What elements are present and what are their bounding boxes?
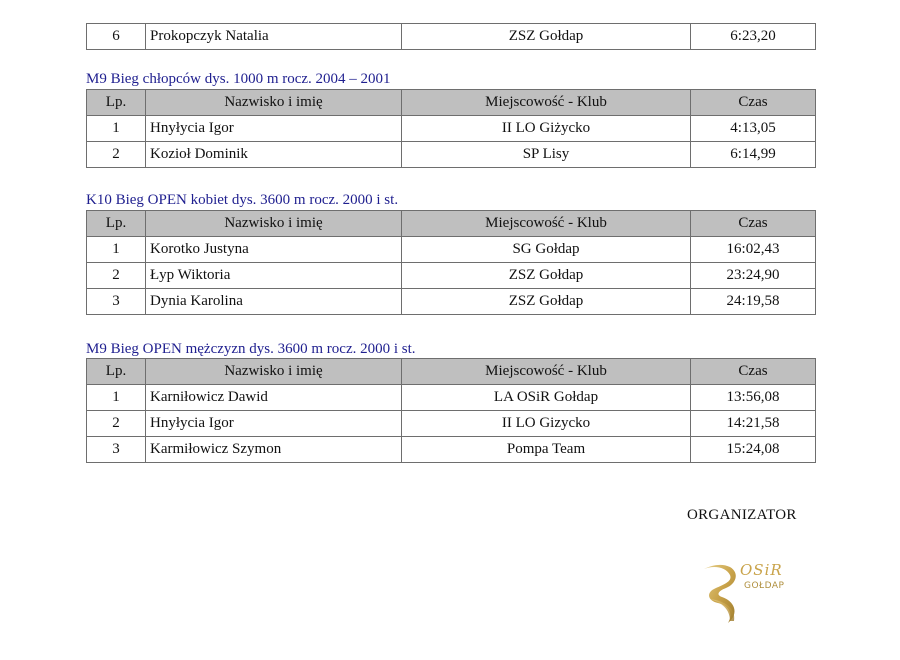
header-name: Nazwisko i imię (146, 90, 402, 116)
cell-time: 6:23,20 (691, 24, 816, 50)
cell-club: II LO Giżycko (402, 116, 691, 142)
table-row (87, 263, 816, 289)
table-row (87, 411, 816, 437)
header-name: Nazwisko i imię (146, 359, 402, 385)
cell-lp: 2 (87, 142, 146, 168)
cell-lp: 6 (87, 24, 146, 50)
cell-lp: 1 (87, 385, 146, 411)
cell-name: Prokopczyk Natalia (146, 24, 402, 50)
cell-club: ZSZ Gołdap (402, 289, 691, 315)
header-name: Nazwisko i imię (146, 211, 402, 237)
cell-club: LA OSiR Gołdap (402, 385, 691, 411)
results-table (86, 210, 816, 315)
header-time: Czas (691, 90, 816, 116)
header-lp: Lp. (87, 211, 146, 237)
cell-club: SG Gołdap (402, 237, 691, 263)
table-header-row (87, 359, 816, 385)
cell-club: Pompa Team (402, 437, 691, 463)
osir-logo (700, 555, 800, 630)
header-lp: Lp. (87, 90, 146, 116)
cell-time: 24:19,58 (691, 289, 816, 315)
header-time: Czas (691, 211, 816, 237)
cell-club: ZSZ Gołdap (402, 24, 691, 50)
organizer-label: ORGANIZATOR (687, 507, 797, 523)
table-header-row (87, 90, 816, 116)
cell-time: 15:24,08 (691, 437, 816, 463)
header-club: Miejscowość - Klub (402, 211, 691, 237)
cell-lp: 2 (87, 411, 146, 437)
cell-time: 6:14,99 (691, 142, 816, 168)
section-title: K10 Bieg OPEN kobiet dys. 3600 m rocz. 2000 i st. (86, 192, 399, 208)
cell-name: Hnyłycia Igor (146, 411, 402, 437)
table-header-row (87, 211, 816, 237)
header-time: Czas (691, 359, 816, 385)
results-table (86, 89, 816, 168)
cell-lp: 1 (87, 116, 146, 142)
cell-name: Karniłowicz Dawid (146, 385, 402, 411)
cell-time: 23:24,90 (691, 263, 816, 289)
cell-name: Kozioł Dominik (146, 142, 402, 168)
header-club: Miejscowość - Klub (402, 90, 691, 116)
cell-lp: 3 (87, 289, 146, 315)
table-row (87, 385, 816, 411)
results-table (86, 358, 816, 463)
header-lp: Lp. (87, 359, 146, 385)
logo-city-text: GOŁDAP (744, 581, 785, 591)
cell-name: Dynia Karolina (146, 289, 402, 315)
table-row (87, 237, 816, 263)
cell-lp: 3 (87, 437, 146, 463)
table-row (87, 24, 816, 50)
cell-time: 4:13,05 (691, 116, 816, 142)
cell-club: ZSZ Gołdap (402, 263, 691, 289)
cell-name: Łyp Wiktoria (146, 263, 402, 289)
cell-lp: 1 (87, 237, 146, 263)
header-club: Miejscowość - Klub (402, 359, 691, 385)
section-title: M9 Bieg chłopców dys. 1000 m rocz. 2004 – 2001 (86, 71, 391, 87)
logo-brand-text: OSiR (740, 561, 783, 579)
cell-time: 13:56,08 (691, 385, 816, 411)
table-row (87, 116, 816, 142)
cell-time: 16:02,43 (691, 237, 816, 263)
table-row (87, 289, 816, 315)
cell-name: Karmiłowicz Szymon (146, 437, 402, 463)
cell-club: SP Lisy (402, 142, 691, 168)
cell-name: Hnyłycia Igor (146, 116, 402, 142)
continuation-table (86, 23, 816, 50)
table-row (87, 437, 816, 463)
section-title: M9 Bieg OPEN mężczyzn dys. 3600 m rocz. 2000 i st. (86, 341, 416, 357)
cell-time: 14:21,58 (691, 411, 816, 437)
table-row (87, 142, 816, 168)
cell-lp: 2 (87, 263, 146, 289)
cell-name: Korotko Justyna (146, 237, 402, 263)
cell-club: II LO Gizycko (402, 411, 691, 437)
